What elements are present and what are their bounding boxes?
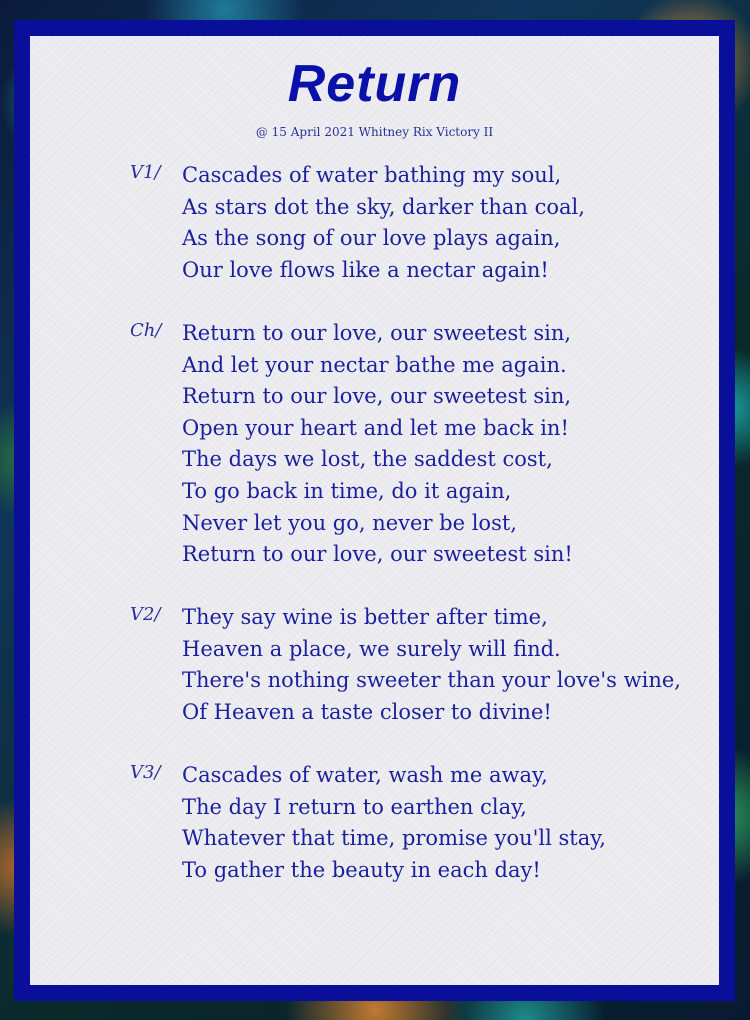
stanza-verse-2 [130,602,699,728]
poem-line: Return to our love, our sweetest sin, [182,384,572,409]
border-frame [14,20,735,1001]
poem-title: Return [287,55,462,113]
stanza-chorus [130,318,699,571]
poem-line: As the song of our love plays again, [182,226,561,251]
poem-line: Return to our love, our sweetest sin! [182,542,573,567]
poem-line: The day I return to earthen clay, [182,794,527,819]
stanza-label: Ch/ [130,320,162,341]
poem-line: The days we lost, the saddest cost, [182,447,553,472]
poem-line: Of Heaven a taste closer to divine! [182,699,552,724]
poem-line: Return to our love, our sweetest sin, [182,321,572,345]
poem-line: Cascades of water, wash me away, [182,763,548,787]
poem-line: Open your heart and let me back in! [182,415,569,440]
poem-line: And let your nectar bathe me again. [182,352,567,377]
poem-line: Cascades of water bathing my soul, [182,163,562,187]
stanza-verse-3 [130,760,699,886]
poem-line: As stars dot the sky, darker than coal, [182,194,585,219]
poem-line: Whatever that time, promise you'll stay, [182,826,606,851]
byline: @ 15 April 2021 Whitney Rix Victory II [255,125,494,139]
poem-page [30,36,719,985]
poem-line: Never let you go, never be lost, [182,510,517,535]
stanza-label: V1/ [130,162,161,183]
stanza-label: V3/ [130,762,161,783]
poem-line: To go back in time, do it again, [182,478,512,503]
poem-line: Our love flows like a nectar again! [182,257,549,282]
poem-line: To gather the beauty in each day! [182,857,541,882]
poem-line: There's nothing sweeter than your love's wine, [182,668,681,693]
poem-line: They say wine is better after time, [182,605,548,629]
stanza-label: V2/ [130,604,161,625]
poem-line: Heaven a place, we surely will find. [182,636,561,661]
stanza-verse-1 [130,160,699,286]
